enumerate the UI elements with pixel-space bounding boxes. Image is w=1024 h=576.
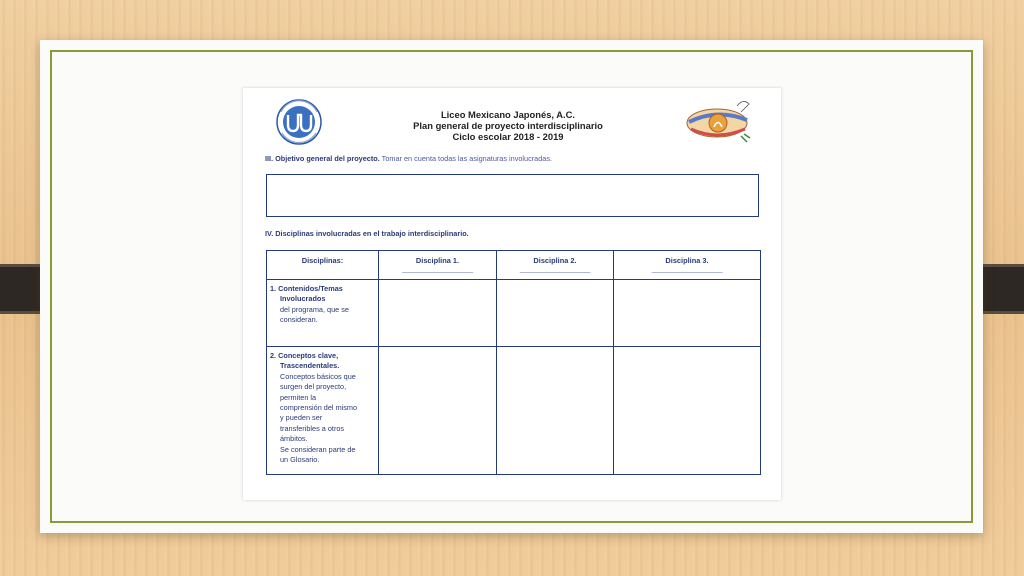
header-cell-disciplina-2[interactable] (497, 251, 614, 280)
table-cell[interactable] (614, 280, 761, 347)
row-description: ámbitos. (280, 434, 308, 444)
table-cell[interactable] (379, 347, 497, 475)
table-cell[interactable] (379, 280, 497, 347)
row-description: permiten la (280, 392, 317, 402)
header-cell-disciplina-1[interactable] (379, 251, 497, 280)
row-description: Se consideran parte de (280, 444, 356, 454)
table-cell[interactable] (614, 347, 761, 475)
row-description: consideran. (280, 315, 318, 325)
section4-title: IV. Disciplinas involucradas en el trabajo interdisciplinario. (265, 229, 469, 238)
row-description: Conceptos básicos que (280, 371, 356, 381)
table-cell[interactable] (497, 347, 614, 475)
row-description: surgen del proyecto, (280, 382, 347, 392)
row-description: comprensión del mismo (280, 403, 358, 413)
school-logo-icon (275, 98, 323, 146)
table-row (267, 280, 761, 347)
blank-line: ________________________ (651, 267, 723, 273)
table-header-row (267, 251, 761, 280)
section3-title: III. Objetivo general del proyecto. (265, 154, 380, 163)
header-label: Disciplina 2. (533, 256, 577, 265)
row-title: Involucrados (280, 294, 326, 304)
row-title: 1. Contenidos/Temas (270, 284, 343, 293)
row-description: transferibles a otros (280, 423, 345, 433)
plan-title: Plan general de proyecto interdisciplinario (413, 120, 603, 131)
row-label-contenidos (267, 280, 379, 347)
header-label: Disciplina 1. (415, 256, 460, 265)
header-label: Disciplinas: (301, 256, 344, 265)
document-page (243, 88, 781, 500)
school-name: Liceo Mexicano Japonés, A.C. (440, 109, 576, 120)
school-cycle: Ciclo escolar 2018 - 2019 (452, 131, 564, 142)
row-title: Trascendentales. (280, 361, 340, 371)
row-description: un Glosario. (280, 455, 320, 465)
section3-heading (265, 154, 552, 163)
anniversary-logo-icon (681, 96, 757, 146)
row-title: 2. Conceptos clave, (270, 351, 339, 360)
document-heading (363, 109, 653, 142)
row-label-conceptos (267, 347, 379, 475)
header-cell-disciplinas (267, 251, 379, 280)
section4-heading (265, 229, 469, 238)
blank-line: ________________________ (519, 267, 591, 273)
objective-input-box[interactable] (266, 174, 759, 217)
table-cell[interactable] (497, 280, 614, 347)
header-cell-disciplina-3[interactable] (614, 251, 761, 280)
table-row (267, 347, 761, 475)
header-label: Disciplina 3. (665, 256, 709, 265)
disciplines-table (266, 250, 761, 475)
row-description: del programa, que se (280, 304, 349, 314)
section3-hint: Tomar en cuenta todas las asignaturas involucradas. (381, 154, 553, 163)
row-description: y pueden ser (280, 413, 323, 423)
blank-line: ________________________ (402, 267, 473, 273)
